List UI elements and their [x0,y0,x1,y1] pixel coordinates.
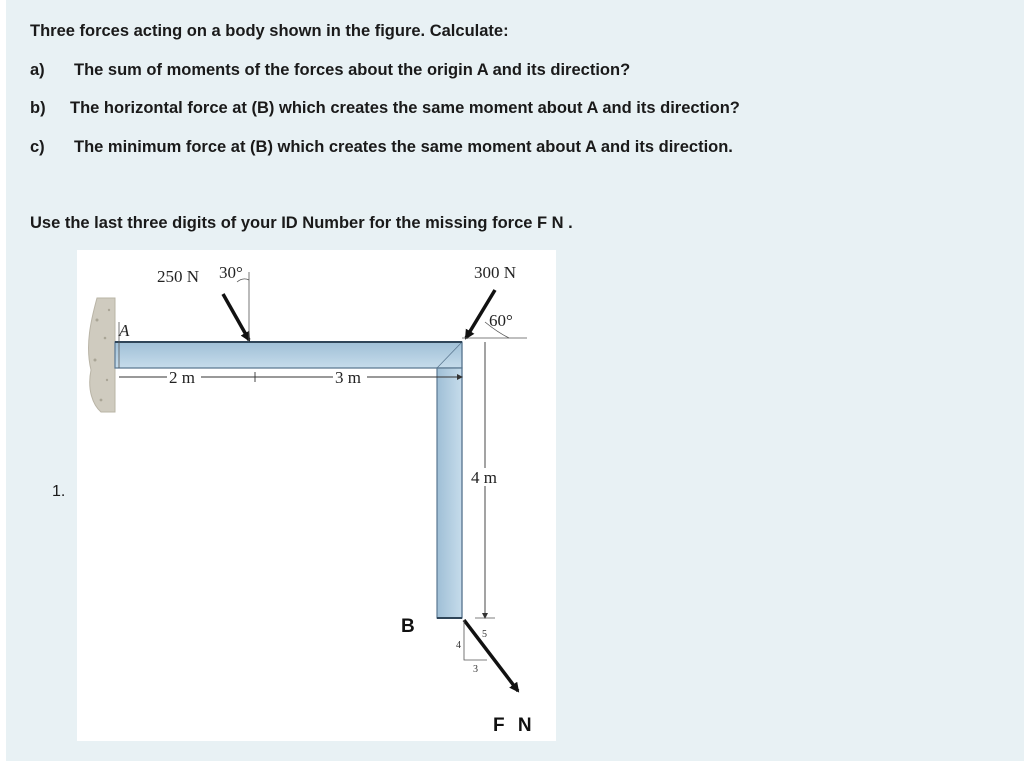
point-a-label: A [119,321,130,340]
beam-figure [77,250,556,741]
question-b [30,99,740,118]
beam-diagram [77,250,556,741]
question-c-letter: c) [30,138,45,156]
force-300-label: 300 N [474,263,517,282]
point-b-label: B [401,616,415,637]
angle-30-label: 30° [219,263,243,282]
wall-support [89,298,115,412]
force-250-arrow [223,294,249,340]
dimension-2m: 2 m [169,368,195,387]
slope-4-label: 4 [456,640,461,651]
intro-text: Three forces acting on a body shown in the figure. Calculate: [30,22,509,40]
force-f-label: F N [493,715,536,736]
dimension-4m: 4 m [471,468,497,487]
force-250-label: 250 N [157,267,200,286]
vertical-column [437,368,462,618]
dimension-3m: 3 m [335,368,361,387]
id-number-note: Use the last three digits of your ID Number for the missing force F N . [30,214,573,232]
question-a-letter: a) [30,61,45,79]
item-number: 1. [52,483,66,500]
slope-5-label: 5 [482,629,487,640]
question-c-text: The minimum force at (B) which creates the same moment about A and its direction. [74,138,733,156]
question-b-letter: b) [30,99,46,117]
force-f-arrow [464,620,518,691]
horizontal-beam [115,342,462,368]
question-b-text: The horizontal force at (B) which creates the same moment about A and its direction? [70,99,740,117]
question-a [30,61,630,80]
question-c [30,138,733,157]
slope-3-label: 3 [473,664,478,675]
question-a-text: The sum of moments of the forces about the origin A and its direction? [74,61,631,79]
angle-60-label: 60° [489,311,513,330]
